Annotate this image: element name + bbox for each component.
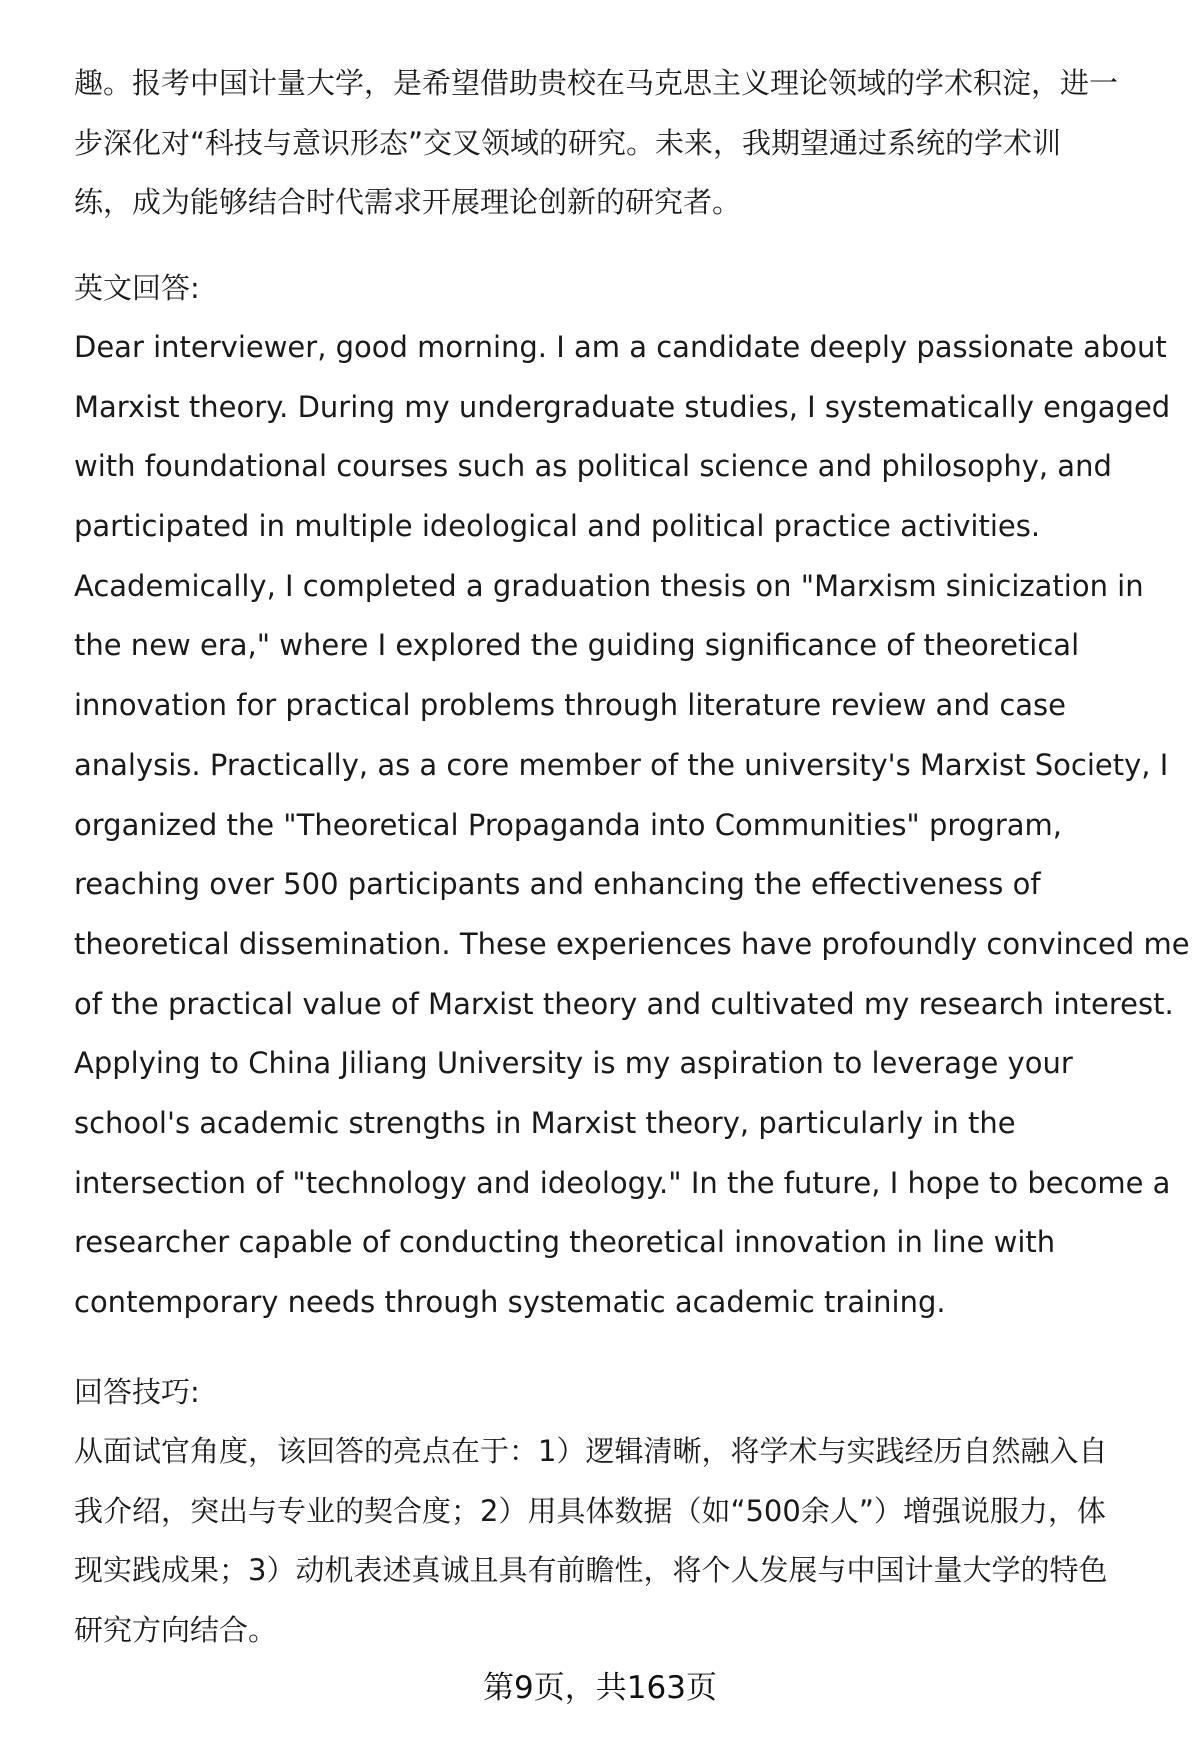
answer-tips-heading: 回答技巧:	[74, 1375, 200, 1409]
paragraph-line: 研究方向结合。	[74, 1613, 278, 1648]
paragraph-line: intersection of "technology and ideology." In the future, I hope to become a	[74, 1165, 1171, 1200]
paragraph-line: participated in multiple ideological and political practice activities.	[74, 509, 1041, 544]
paragraph-line: Applying to China Jiliang University is my aspiration to leverage your	[74, 1046, 1073, 1081]
paragraph-line: Marxist theory. During my undergraduate studies, I systematically engaged	[74, 389, 1171, 424]
paragraph-line: 从面试官角度，该回答的亮点在于：1）逻辑清晰，将学术与实践经历自然融入自	[74, 1434, 1108, 1468]
paragraph-line: theoretical dissemination. These experiences have profoundly convinced me	[74, 926, 1190, 961]
paragraph-line: innovation for practical problems through literature review and case	[74, 688, 1066, 723]
paragraph-line: Academically, I completed a graduation thesis on "Marxism sinicization in	[74, 568, 1144, 603]
paragraph-line: 步深化对“科技与意识形态”交叉领域的研究。未来，我期望通过系统的学术训	[74, 125, 1062, 160]
paragraph-line: of the practical value of Marxist theory and cultivated my research interest.	[74, 986, 1174, 1021]
paragraph-line: analysis. Practically, as a core member of the university's Marxist Society, I	[74, 747, 1169, 782]
paragraph-line: 现实践成果；3）动机表述真诚且具有前瞻性，将个人发展与中国计量大学的特色	[74, 1553, 1108, 1588]
paragraph-line: Dear interviewer, good morning. I am a candidate deeply passionate about	[74, 330, 1167, 364]
paragraph-line: researcher capable of conducting theoretical innovation in line with	[74, 1225, 1056, 1260]
paragraph-line: 趣。报考中国计量大学，是希望借助贵校在马克思主义理论领域的学术积淀，进一	[74, 66, 1119, 100]
paragraph-line: the new era," where I explored the guiding significance of theoretical	[74, 628, 1080, 663]
paragraph-line: contemporary needs through systematic academic training.	[74, 1285, 946, 1319]
paragraph-line: school's academic strengths in Marxist theory, particularly in the	[74, 1105, 1016, 1140]
paragraph-line: reaching over 500 participants and enhancing the effectiveness of	[74, 867, 1041, 902]
chinese-intro-paragraph	[74, 54, 1154, 233]
paragraph-line: organized the "Theoretical Propaganda into Communities" program,	[74, 807, 1062, 842]
paragraph-line: with foundational courses such as political science and philosophy, and	[74, 449, 1112, 484]
paragraph-line: 练，成为能够结合时代需求开展理论创新的研究者。	[74, 185, 742, 220]
answer-tips-paragraph	[74, 1422, 1154, 1661]
english-answer-paragraph	[74, 318, 1190, 1333]
paragraph-line: 我介绍，突出与专业的契合度；2）用具体数据（如“500余人”）增强说服力，体	[74, 1493, 1106, 1528]
english-answer-heading: 英文回答:	[74, 271, 200, 305]
page-number: 第9页，共163页	[483, 1670, 717, 1706]
